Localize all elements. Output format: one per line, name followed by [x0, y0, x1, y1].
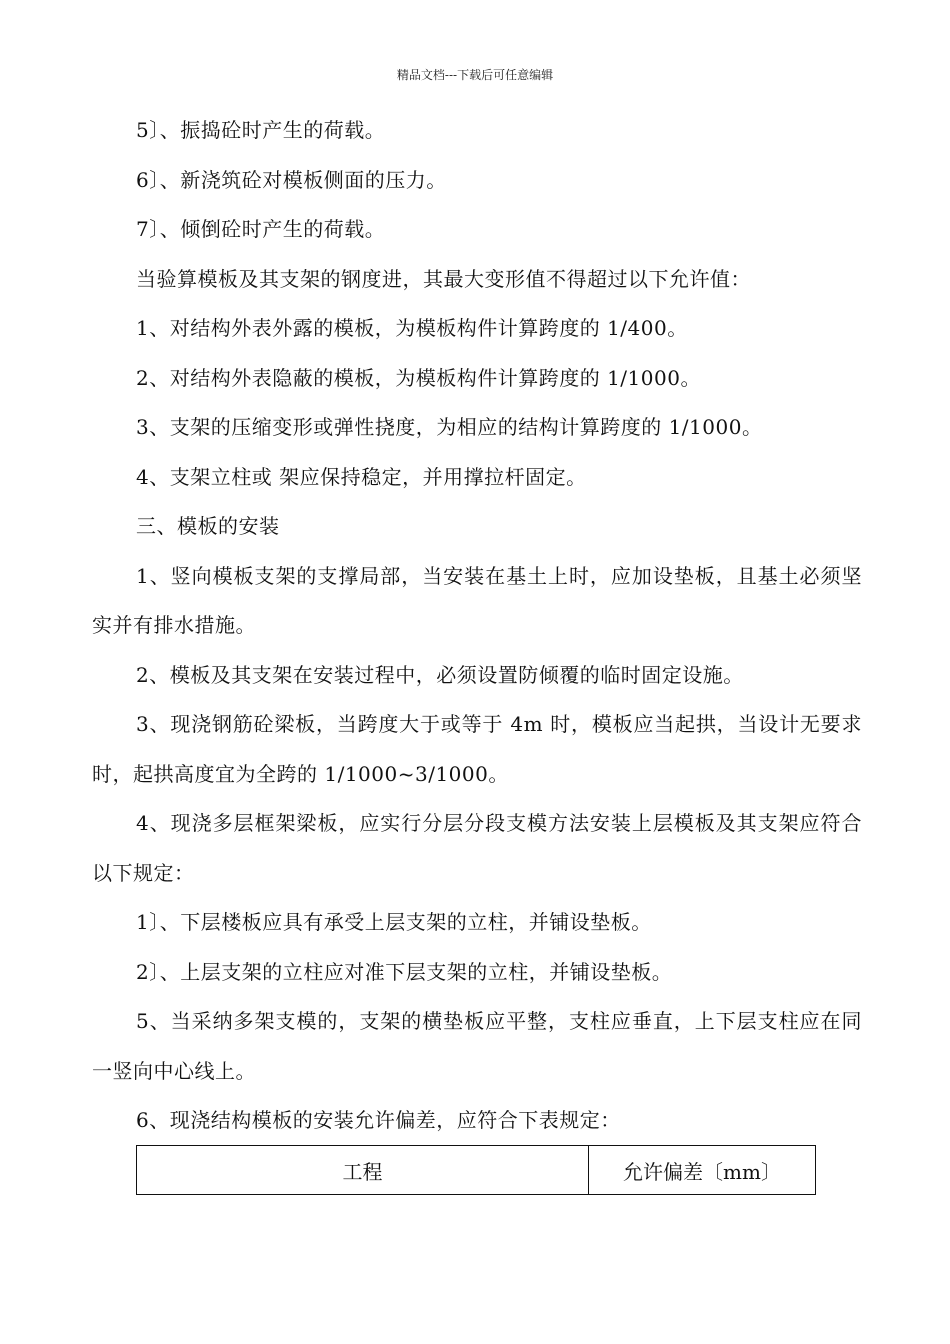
section-heading: 三、模板的安装 — [136, 514, 280, 538]
paragraph-17: 6、现浇结构模板的安装允许偏差，应符合下表规定： — [136, 1108, 621, 1132]
page-header: 精品文档---下载后可任意编辑 — [396, 68, 554, 82]
paragraph-15: 2〕、上层支架的立柱应对准下层支架的立柱，并铺设垫板。 — [136, 959, 673, 984]
paragraph-4: 当验算模板及其支架的钢度进，其最大变形值不得超过以下允许值： — [136, 266, 751, 291]
paragraph-13: 4、现浇多层框架梁板，应实行分层分段支模方法安装上层模板及其支架应符合以下规定： — [92, 811, 862, 885]
paragraph-12: 3、现浇钢筋砼梁板，当跨度大于或等于 4m 时，模板应当起拱，当设计无要求时，起拱高度宜为全跨的 1/1000~3/1000。 — [92, 712, 862, 786]
document-body — [92, 106, 862, 1146]
table-header-row — [137, 1146, 816, 1195]
paragraph-11: 2、模板及其支架在安装过程中，必须设置防倾覆的临时固定设施。 — [136, 662, 744, 687]
paragraph-16: 5、当采纳多架支模的，支架的横垫板应平整，支柱应垂直，上下层支柱应在同一竖向中心线上。 — [92, 1009, 862, 1083]
paragraph-5: 1、对结构外表外露的模板，为模板构件计算跨度的 1/400。 — [136, 316, 688, 340]
table-header-tolerance: 允许偏差〔mm〕 — [589, 1146, 816, 1195]
paragraph-7: 3、支架的压缩变形或弹性挠度，为相应的结构计算跨度的 1/1000。 — [136, 415, 763, 439]
paragraph-2: 6〕、新浇筑砼对模板侧面的压力。 — [136, 167, 447, 192]
paragraph-10: 1、竖向模板支架的支撑局部，当安装在基土上时，应加设垫板，且基土必须坚实并有排水措施。 — [92, 563, 862, 637]
paragraph-3: 7〕、倾倒砼时产生的荷载。 — [136, 217, 386, 241]
paragraph-1: 5〕、振捣砼时产生的荷载。 — [136, 118, 386, 142]
tolerance-table — [136, 1145, 816, 1195]
paragraph-8: 4、支架立柱或 架应保持稳定，并用撑拉杆固定。 — [136, 464, 587, 489]
paragraph-14: 1〕、下层楼板应具有承受上层支架的立柱，并铺设垫板。 — [136, 910, 652, 934]
paragraph-6: 2、对结构外表隐蔽的模板，为模板构件计算跨度的 1/1000。 — [136, 365, 701, 390]
table-header-item: 工程 — [137, 1146, 589, 1195]
